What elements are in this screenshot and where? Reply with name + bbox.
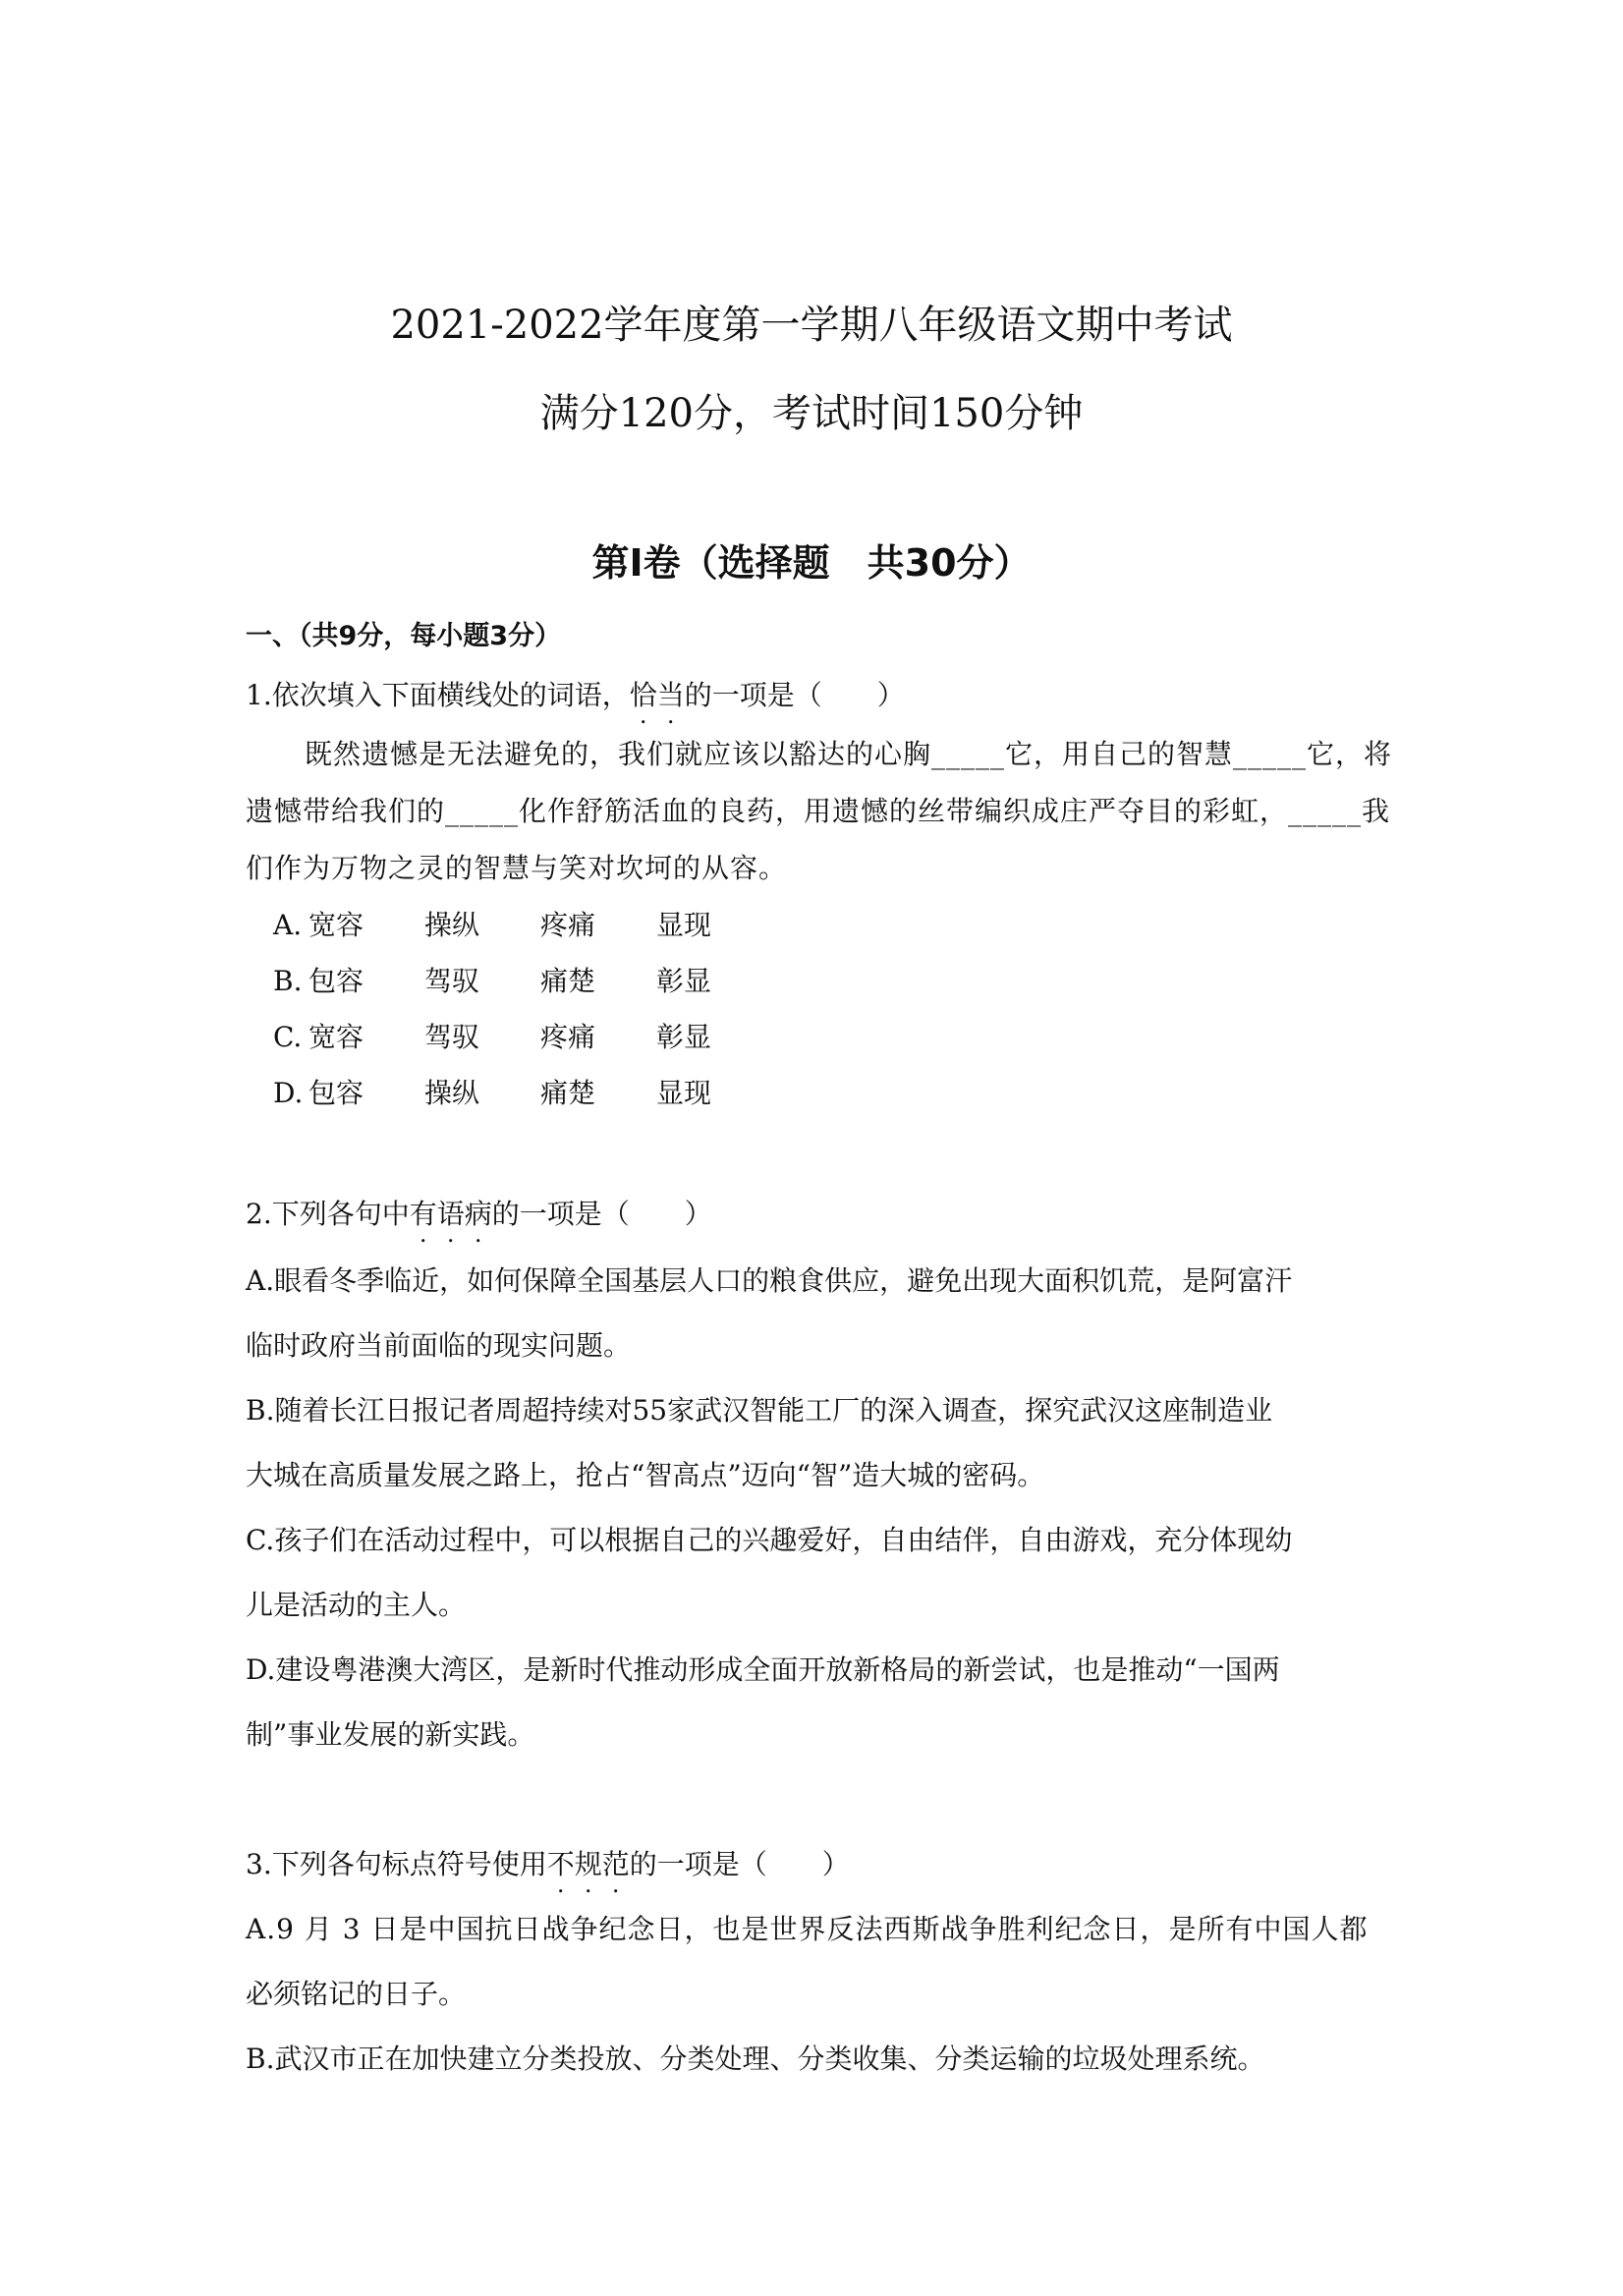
part-heading: 一、（共9分，每小题3分） <box>246 621 562 651</box>
question-1-option-d <box>273 1076 772 1111</box>
option-word: 彰显 <box>656 965 712 997</box>
question-2-option-b-line: B.随着长江日报记者周超持续对55家武汉智能工厂的深入调查，探究武汉这座制造业 <box>246 1394 1273 1427</box>
emphasis-char: 恰 <box>629 679 657 711</box>
option-key: B. <box>273 965 303 997</box>
question-3-stem-post: 的一项是（ ） <box>629 1848 850 1880</box>
question-1-stem-pre: 1.依次填入下面横线处的词语， <box>246 679 630 711</box>
option-word: 疼痛 <box>540 909 596 941</box>
question-1-stem <box>246 678 905 713</box>
question-2-emphasis <box>410 1198 492 1230</box>
option-key: A. <box>273 909 303 941</box>
option-word: 显现 <box>656 1077 712 1109</box>
question-2-option-d-line: D.建设粤港澳大湾区，是新时代推动形成全面开放新格局的新尝试，也是推动“一国两 <box>246 1653 1280 1686</box>
question-2-option-a-line: A.眼看冬季临近，如何保障全国基层人口的粮食供应，避免出现大面积饥荒，是阿富汗 <box>246 1264 1293 1297</box>
option-word: 包容 <box>308 965 364 997</box>
emphasis-char: 有 <box>409 1198 437 1230</box>
question-2-option-b-line: 大城在高质量发展之路上，抢占“智高点”迈向“智”造大城的密码。 <box>246 1459 1045 1491</box>
option-word: 操纵 <box>424 1077 480 1109</box>
option-word: 痛楚 <box>540 1077 596 1109</box>
question-3-option-b-line: B.武汉市正在加快建立分类投放、分类处理、分类收集、分类运输的垃圾处理系统。 <box>246 2043 1265 2075</box>
question-2-option-d-line: 制”事业发展的新实践。 <box>246 1718 535 1751</box>
option-word: 宽容 <box>308 909 364 941</box>
question-1-option-c <box>273 1020 772 1055</box>
emphasis-char: 不 <box>546 1848 575 1880</box>
option-key: C. <box>273 1021 303 1053</box>
emphasis-char: 语 <box>436 1198 465 1230</box>
question-2-option-c-line: C.孩子们在活动过程中，可以根据自己的兴趣爱好，自由结伴，自由游戏，充分体现幼 <box>246 1524 1293 1556</box>
question-1-option-b <box>273 964 772 999</box>
exam-subtitle: 满分120分，考试时间150分钟 <box>539 391 1084 436</box>
option-word: 操纵 <box>424 909 480 941</box>
question-2-stem-pre: 2.下列各句中 <box>246 1198 410 1230</box>
option-word: 驾驭 <box>424 1021 480 1053</box>
question-3-stem <box>246 1847 850 1882</box>
question-2-option-c-line: 儿是活动的主人。 <box>246 1589 467 1621</box>
exam-title: 2021-2022学年度第一学期八年级语文期中考试 <box>390 303 1233 348</box>
question-3-option-a-line: A.9 月 3 日是中国抗日战争纪念日，也是世界反法西斯战争胜利纪念日，是所有中国人都 <box>246 1913 1369 1945</box>
question-2-stem-post: 的一项是（ ） <box>491 1198 712 1230</box>
question-3-option-a-line: 必须铭记的日子。 <box>246 1978 467 2010</box>
option-word: 痛楚 <box>540 965 596 997</box>
question-1-stem-post: 的一项是（ ） <box>684 679 905 711</box>
question-1-passage-line: 既然遗憾是无法避免的，我们就应该以豁达的心胸_____它，用自己的智慧_____它，将 <box>305 738 1393 770</box>
question-2-stem <box>246 1197 712 1232</box>
question-1-option-a <box>273 908 772 943</box>
question-2-option-a-line: 临时政府当前面临的现实问题。 <box>246 1329 632 1362</box>
option-word: 显现 <box>656 909 712 941</box>
emphasis-char: 范 <box>601 1848 630 1880</box>
option-word: 宽容 <box>308 1021 364 1053</box>
emphasis-char: 当 <box>656 679 685 711</box>
question-1-passage-line: 遗憾带给我们的_____化作舒筋活血的良药，用遗憾的丝带编织成庄严夺目的彩虹，_____我 <box>246 795 1391 827</box>
emphasis-char: 规 <box>574 1848 602 1880</box>
question-3-emphasis <box>547 1848 630 1880</box>
option-word: 彰显 <box>656 1021 712 1053</box>
question-1-passage-line: 们作为万物之灵的智慧与笑对坎坷的从容。 <box>246 852 788 884</box>
question-1-emphasis <box>630 679 685 711</box>
option-key: D. <box>273 1077 304 1109</box>
option-word: 驾驭 <box>424 965 480 997</box>
option-word: 疼痛 <box>540 1021 596 1053</box>
section-title: 第Ⅰ卷（选择题 共30分） <box>591 541 1032 585</box>
question-3-stem-pre: 3.下列各句标点符号使用 <box>246 1848 547 1880</box>
emphasis-char: 病 <box>464 1198 492 1230</box>
option-word: 包容 <box>308 1077 364 1109</box>
